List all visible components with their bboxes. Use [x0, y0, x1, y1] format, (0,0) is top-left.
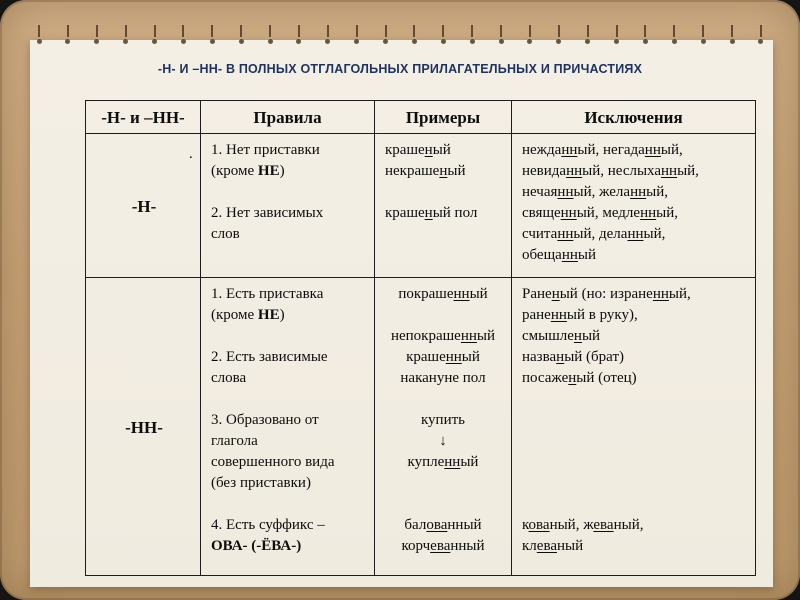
header-examples: Примеры — [375, 101, 512, 134]
perforation-tick-icon — [182, 25, 184, 37]
cell-n-suffix: -Н- — [86, 134, 201, 278]
perforation-tick-icon — [298, 25, 300, 37]
cell-n-rules: 1. Нет приставки (кроме НЕ) 2. Нет зависимых слов — [201, 134, 375, 278]
perforation-tick-icon — [154, 25, 156, 37]
perforation-tick-icon — [760, 25, 762, 37]
slide-title: -Н- И –НН- В ПОЛНЫХ ОТГЛАГОЛЬНЫХ ПРИЛАГАТЕЛЬНЫХ И ПРИЧАСТИЯХ — [157, 62, 643, 76]
cell-n-examples: крашеный некрашеный крашеный пол — [375, 134, 512, 278]
perforation-tick-icon — [327, 25, 329, 37]
perforation-tick-icon — [644, 25, 646, 37]
perforation-tick-icon — [529, 25, 531, 37]
perforation-tick-icon — [385, 25, 387, 37]
perforation-tick-icon — [269, 25, 271, 37]
perforation-tick-icon — [558, 25, 560, 37]
notebook-perforation — [38, 25, 762, 47]
perforation-tick-icon — [240, 25, 242, 37]
perforation-tick-icon — [673, 25, 675, 37]
perforation-tick-icon — [471, 25, 473, 37]
perforation-tick-icon — [500, 25, 502, 37]
perforation-tick-icon — [356, 25, 358, 37]
header-rules: Правила — [201, 101, 375, 134]
table-row-n — [86, 134, 756, 278]
table-row-nn — [86, 278, 756, 576]
header-suffix: -Н- и –НН- — [86, 101, 201, 134]
grammar-table — [85, 100, 756, 576]
perforation-tick-icon — [125, 25, 127, 37]
perforation-tick-icon — [587, 25, 589, 37]
perforation-tick-icon — [96, 25, 98, 37]
cell-nn-suffix: -НН- — [86, 278, 201, 576]
cell-nn-exceptions: Раненый (но: израненный, раненный в руку), смышленый названый (брат) посаженый (отец) кованый, жеваный, клеваный — [512, 278, 756, 576]
perforation-tick-icon — [442, 25, 444, 37]
header-exceptions: Исключения — [512, 101, 756, 134]
cell-nn-rules: 1. Есть приставка (кроме НЕ) 2. Есть зависимые слова 3. Образовано от глагола совершенного вида (без приставки) 4. Есть суффикс – ОВА- (-ЁВА-) — [201, 278, 375, 576]
stray-dot: . — [189, 146, 193, 162]
perforation-tick-icon — [211, 25, 213, 37]
perforation-tick-icon — [731, 25, 733, 37]
header-row — [86, 101, 756, 134]
cell-n-exceptions: нежданный, негаданный, невиданный, неслыханный, нечаянный, желанный, священный, медленный, считанный, деланный, обещанный — [512, 134, 756, 278]
cell-nn-examples: покрашенный непокрашенный крашенный накануне пол купить ↓ купленный балованный корчеванный — [375, 278, 512, 576]
perforation-tick-icon — [67, 25, 69, 37]
perforation-tick-icon — [616, 25, 618, 37]
perforation-tick-icon — [413, 25, 415, 37]
perforation-tick-icon — [38, 25, 40, 37]
perforation-tick-icon — [702, 25, 704, 37]
